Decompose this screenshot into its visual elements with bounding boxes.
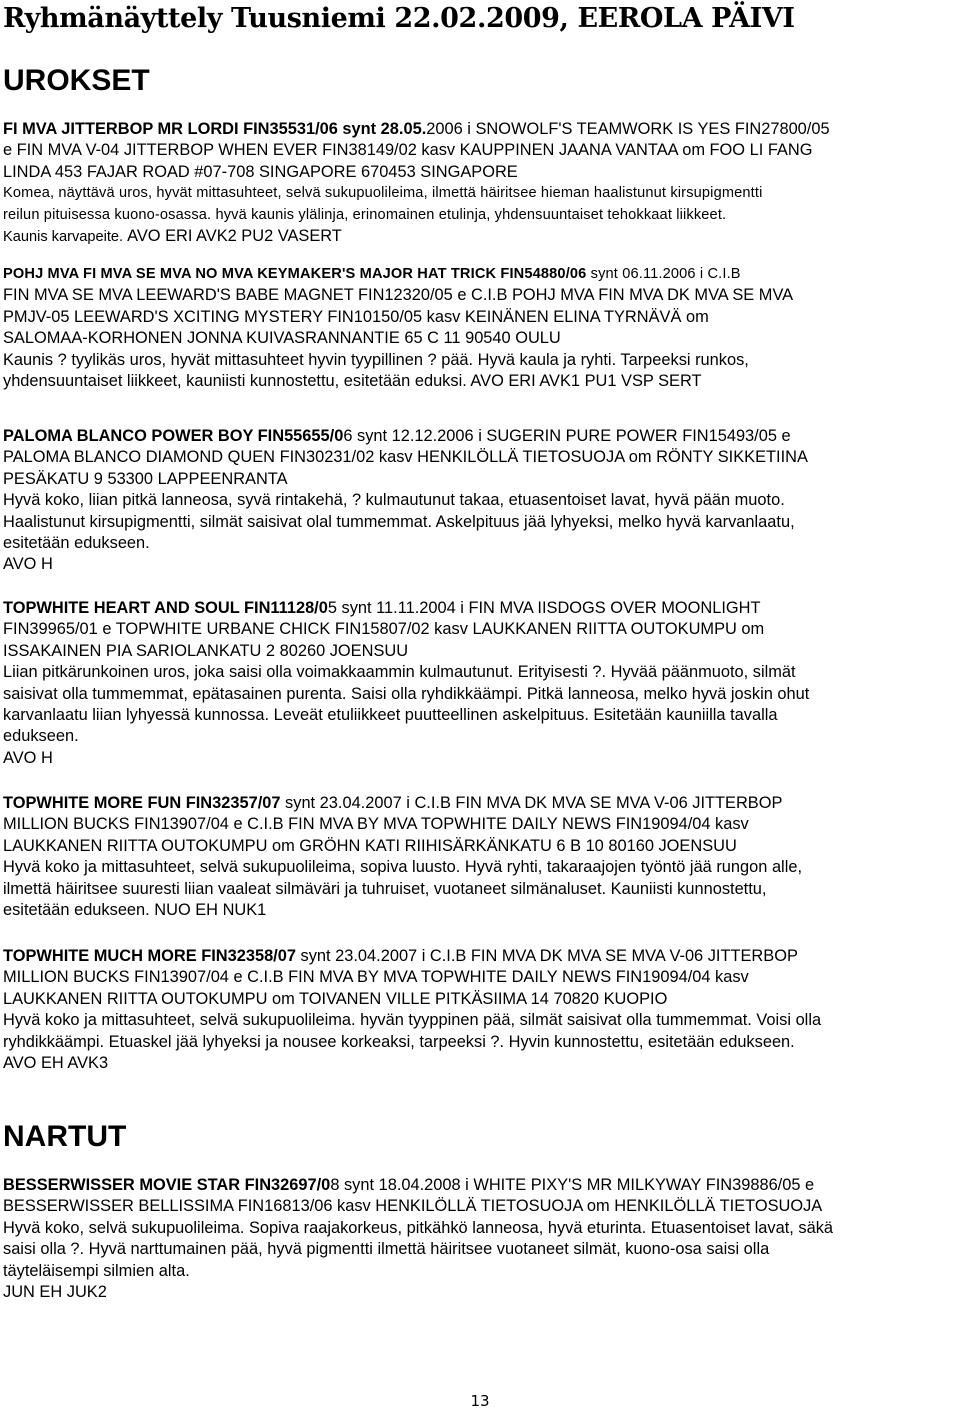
pedigree-text: synt 06.11.2006 i C.I.B (586, 266, 741, 282)
pedigree-text: e FIN MVA V-04 JITTERBOP WHEN EVER FIN38149/02 kasv KAUPPINEN JAANA VANTAA om FOO LI FANG (3, 141, 813, 160)
critique-text: Kaunis karvapeite. (3, 228, 128, 245)
pedigree-text: FIN MVA SE MVA LEEWARD'S BABE MAGNET FIN12320/05 e C.I.B POHJ MVA FIN MVA DK MVA SE MVA (3, 286, 794, 305)
critique-text: Haalistunut kirsupigmentti, silmät saisivat olal tummemmat. Askelpituus jää lyhyeksi, melko hyvä karvanlaatu, (3, 512, 795, 531)
pedigree-text: MILLION BUCKS FIN13907/04 e C.I.B FIN MVA BY MVA TOPWHITE DAILY NEWS FIN19094/04 kasv (3, 968, 749, 987)
critique-text: saisi olla ?. Hyvä narttumainen pää, hyvä pigmentti ilmettä häiritsee vuotaneet silmät, kuono-osa saisi olla (3, 1240, 770, 1259)
critique-text: ilmettä häiritsee suuresti liian vaaleat silmäväri ja tuhruiset, vuotaneet silmänaluset. Kauniisti kunnostettu, (3, 879, 767, 898)
pedigree-text: BESSERWISSER BELLISSIMA FIN16813/06 kasv HENKILÖLLÄ TIETOSUOJA om HENKILÖLLÄ TIETOSUOJA (3, 1197, 823, 1216)
owner-address: ISSAKAINEN PIA SARIOLANKATU 2 80260 JOENSUU (3, 641, 409, 660)
critique-text: Kaunis ? tyylikäs uros, hyvät mittasuhteet hyvin tyypillinen ? pää. Hyvä kaula ja ryhti. Tarpeeksi runkos, (3, 350, 749, 369)
pedigree-text: 6 synt 12.12.2006 i SUGERIN PURE POWER FIN15493/05 e (343, 427, 791, 445)
owner-address: LAUKKANEN RIITTA OUTOKUMPU om GRÖHN KATI RIIHISÄRKÄNKATU 6 B 10 80160 JOENSUU (3, 836, 737, 855)
award-result: AVO ERI AVK1 PU1 VSP SERT (470, 371, 702, 390)
critique-text: yhdensuuntaiset liikkeet, kauniisti kunnostettu, esitetään eduksi. (3, 371, 471, 390)
pedigree-text: PALOMA BLANCO DIAMOND QUEN FIN30231/02 kasv HENKILÖLLÄ TIETOSUOJA om RÖNTY SIKKETIINA (3, 448, 808, 467)
dog-entry-besserwisser (3, 1175, 955, 1303)
dog-name: FI MVA JITTERBOP MR LORDI FIN35531/06 synt 28.05. (3, 120, 427, 138)
dog-entry-jitterbop (3, 119, 955, 247)
owner-address: LINDA 453 FAJAR ROAD #07-708 SINGAPORE 670453 SINGAPORE (3, 162, 518, 181)
females-heading: NARTUT (3, 1120, 127, 1153)
owner-address: LAUKKANEN RIITTA OUTOKUMPU om TOIVANEN VILLE PITKÄSIIMA 14 70820 KUOPIO (3, 989, 668, 1008)
critique-text: Liian pitkärunkoinen uros, joka saisi olla voimakkaammin kulmautunut. Erityisesti ?. Hyvää päänmuoto, silmät (3, 663, 796, 682)
critique-text: Hyvä koko, liian pitkä lanneosa, syvä rintakehä, ? kulmautunut takaa, etuasentoiset lavat, hyvä pään muoto. (3, 491, 785, 510)
dog-entry-much-more (3, 946, 955, 1074)
critique-text: Hyvä koko ja mittasuhteet, selvä sukupuolileima. hyvän tyyppinen pää, silmät saisivat olla tummemmat. Voisi olla (3, 1011, 822, 1030)
critique-text: Hyvä koko, selvä sukupuolileima. Sopiva raajakorkeus, pitkähkö lanneosa, hyvä eturinta. Etuasentoiset lavat, säkä (3, 1218, 834, 1237)
dog-entry-paloma (3, 426, 955, 576)
critique-text: esitetään edukseen. (3, 533, 150, 552)
award-result: AVO H (3, 748, 53, 767)
critique-text: täyteläisempi silmien alta. (3, 1261, 190, 1280)
dog-name: TOPWHITE MORE FUN FIN32357/07 (3, 794, 281, 812)
pedigree-text: synt 23.04.2007 i C.I.B FIN MVA DK MVA SE MVA V-06 JITTERBOP (295, 947, 798, 965)
dog-name: BESSERWISSER MOVIE STAR FIN32697/0 (3, 1176, 331, 1194)
pedigree-text: synt 23.04.2007 i C.I.B FIN MVA DK MVA SE MVA V-06 JITTERBOP (280, 794, 783, 812)
dog-name: POHJ MVA FI MVA SE MVA NO MVA KEYMAKER'S MAJOR HAT TRICK FIN54880/06 (3, 266, 587, 282)
dog-name: TOPWHITE HEART AND SOUL FIN11128/0 (3, 599, 328, 617)
critique-text: karvanlaatu liian lyhyessä kunnossa. Leveät etuliikkeet puutteellinen askelpituus. Esitetään kauniilla tavalla (3, 705, 778, 724)
award-result: AVO EH AVK3 (3, 1053, 109, 1072)
critique-text: saisivat olla tummemmat, epätasainen purenta. Saisi olla ryhdikkäämpi. Pitkä lanneosa, melko hyvä joskin ohut (3, 684, 810, 703)
males-heading: UROKSET (3, 64, 150, 97)
pedigree-text: FIN39965/01 e TOPWHITE URBANE CHICK FIN15807/02 kasv LAUKKANEN RIITTA OUTOKUMPU om (3, 620, 765, 639)
dog-name: TOPWHITE MUCH MORE FIN32358/07 (3, 947, 296, 965)
pedigree-text: PMJV-05 LEEWARD'S XCITING MYSTERY FIN10150/05 kasv KEINÄNEN ELINA TYRNÄVÄ om (3, 307, 709, 326)
dog-entry-more-fun (3, 793, 955, 921)
page-number: 13 (470, 1392, 490, 1410)
owner-address: PESÄKATU 9 53300 LAPPEENRANTA (3, 469, 288, 488)
dog-name: PALOMA BLANCO POWER BOY FIN55655/0 (3, 427, 344, 445)
owner-address: SALOMAA-KORHONEN JONNA KUIVASRANNANTIE 65 C 11 90540 OULU (3, 329, 561, 348)
award-result: JUN EH JUK2 (3, 1282, 107, 1301)
award-result: AVO H (3, 555, 53, 574)
critique-text: reilun pituisessa kuono-osassa. hyvä kaunis ylälinja, erinomainen etulinja, yhdensuuntaiset tehokkaat liikkeet. (3, 206, 727, 223)
award-result: esitetään edukseen. NUO EH NUK1 (3, 900, 267, 919)
pedigree-text: 8 synt 18.04.2008 i WHITE PIXY'S MR MILKYWAY FIN39886/05 e (330, 1176, 815, 1194)
critique-text: edukseen. (3, 727, 79, 746)
dog-entry-heart-and-soul (3, 598, 955, 769)
pedigree-text: MILLION BUCKS FIN13907/04 e C.I.B FIN MVA BY MVA TOPWHITE DAILY NEWS FIN19094/04 kasv (3, 815, 749, 834)
page-title: Ryhmänäyttely Tuusniemi 22.02.2009, EEROLA PÄIVI (3, 3, 795, 34)
critique-text: Hyvä koko ja mittasuhteet, selvä sukupuolileima, sopiva luusto. Hyvä ryhti, takaraajojen työntö jää rungon alle, (3, 858, 803, 877)
critique-text: ryhdikkäämpi. Etuaskel jää lyhyeksi ja nousee korkeaksi, tarpeeksi ?. Hyvin kunnostettu, esitetään edukseen. (3, 1032, 795, 1051)
award-result: AVO ERI AVK2 PU2 VASERT (127, 226, 342, 245)
pedigree-text: 5 synt 11.11.2004 i FIN MVA IISDOGS OVER MOONLIGHT (327, 599, 761, 617)
critique-text: Komea, näyttävä uros, hyvät mittasuhteet, selvä sukupuolileima, ilmettä häiritsee hieman haalistunut kirsupigmentti (3, 185, 763, 202)
pedigree-text: 2006 i SNOWOLF'S TEAMWORK IS YES FIN27800/05 (426, 120, 830, 138)
dog-entry-keymaker (3, 264, 955, 392)
